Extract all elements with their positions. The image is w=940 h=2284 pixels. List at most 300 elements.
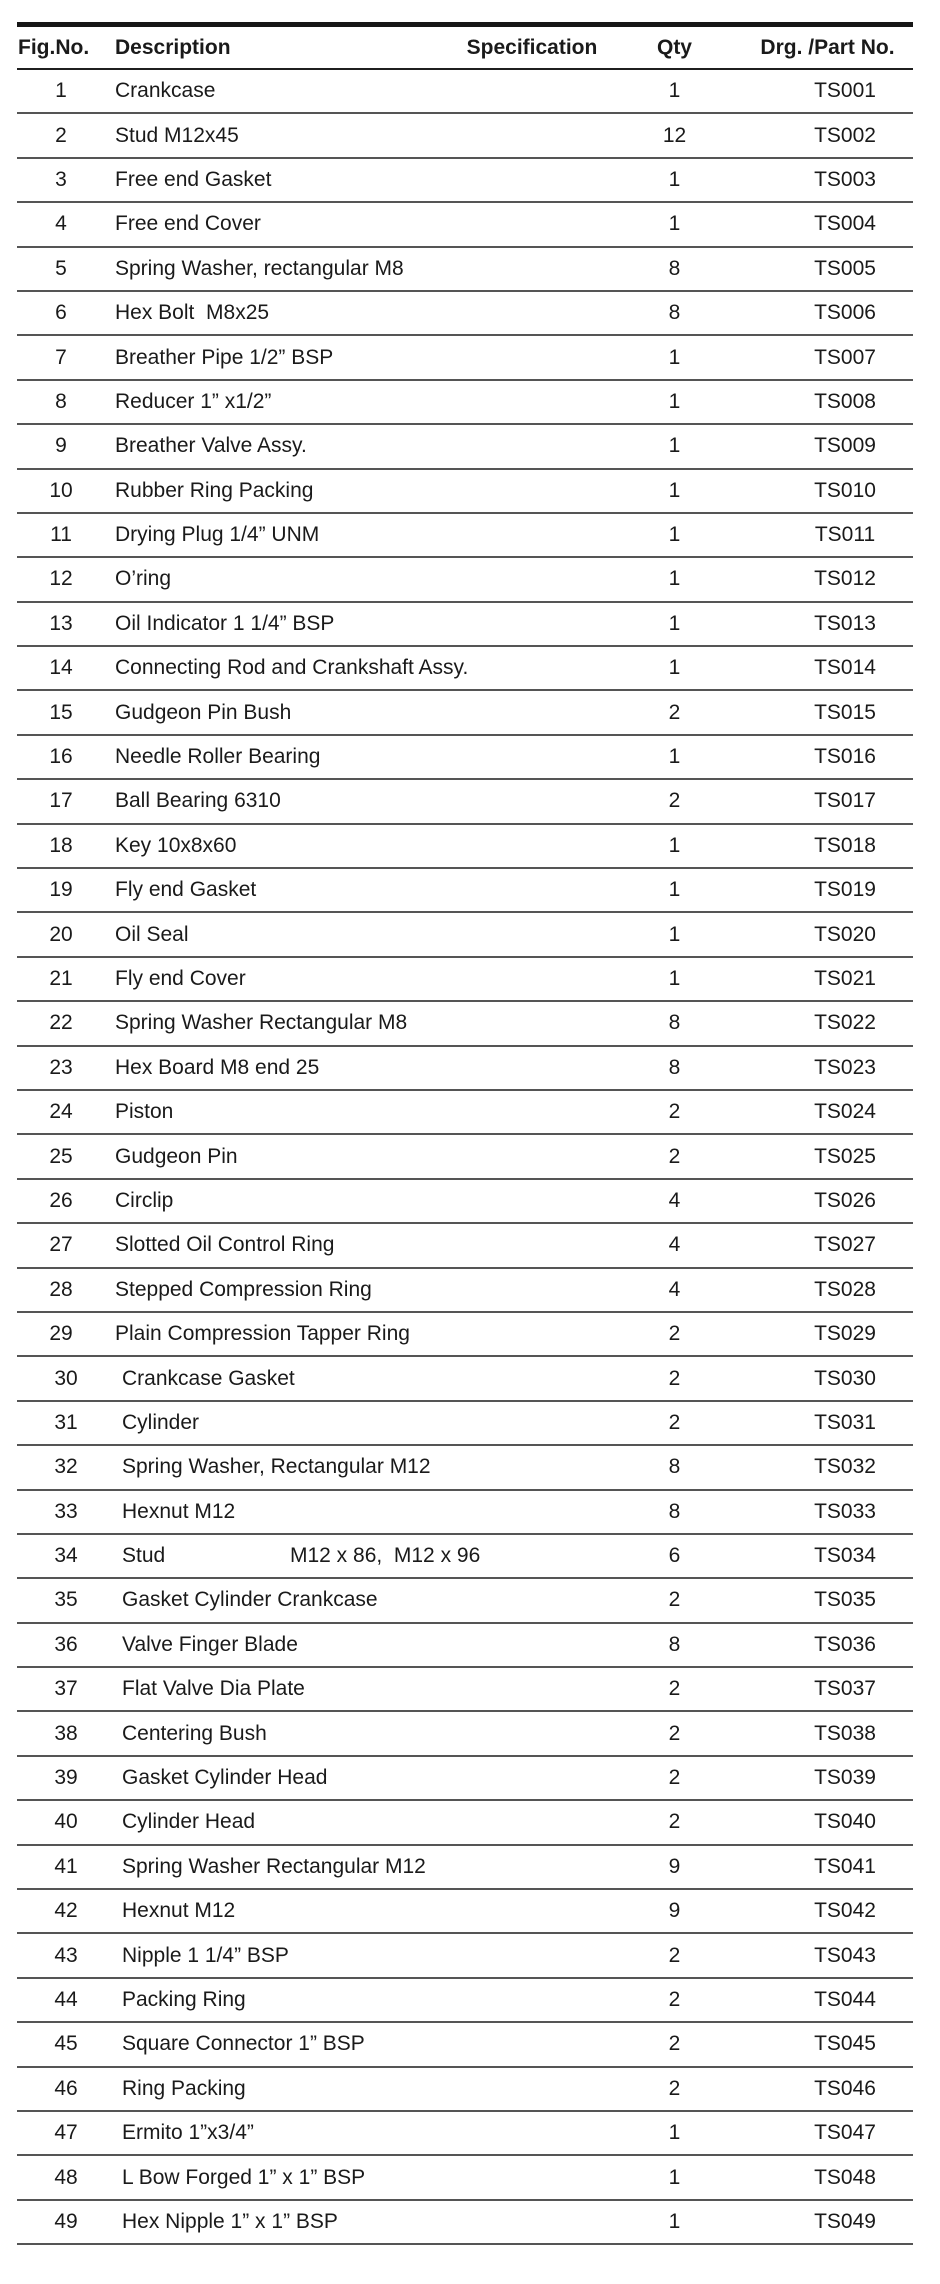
description-text: O’ring [115, 567, 172, 591]
cell-description [105, 1056, 457, 1080]
cell-qty: 1 [668, 745, 681, 769]
table-row [17, 514, 913, 558]
table-row [17, 1313, 913, 1357]
cell-fig-no: 29 [49, 1322, 73, 1346]
cell-qty: 1 [668, 656, 681, 680]
table-row [17, 736, 913, 780]
cell-description [105, 523, 457, 547]
cell-qty: 2 [668, 1943, 681, 1967]
table-row [17, 336, 913, 380]
cell-part-no: TS039 [814, 1766, 876, 1790]
cell-fig-no: 43 [54, 1943, 78, 1967]
table-row [17, 1579, 913, 1623]
cell-part-no: TS013 [814, 611, 876, 635]
description-text: Hex Board M8 end 25 [115, 1055, 320, 1079]
column-header-description: Description [115, 35, 231, 59]
cell-fig-no: 38 [54, 1721, 78, 1745]
cell-fig-no: 17 [49, 789, 73, 813]
cell-qty: 1 [668, 478, 681, 502]
cell-description [105, 2032, 457, 2056]
cell-description [105, 1322, 457, 1346]
cell-description [105, 1500, 457, 1524]
cell-description [105, 967, 457, 991]
cell-part-no: TS002 [814, 123, 876, 147]
cell-qty: 2 [668, 1322, 681, 1346]
cell-fig-no: 39 [54, 1766, 78, 1790]
description-text: Gasket Cylinder Crankcase [122, 1588, 378, 1612]
table-row [17, 1846, 913, 1890]
column-header-qty: Qty [656, 35, 692, 59]
description-text: Key 10x8x60 [115, 833, 237, 857]
cell-description [105, 1855, 457, 1879]
description-text: Crankcase Gasket [122, 1366, 295, 1390]
cell-fig-no: 32 [54, 1455, 78, 1479]
cell-fig-no: 10 [49, 478, 73, 502]
cell-part-no: TS032 [814, 1455, 876, 1479]
cell-part-no: TS004 [814, 212, 876, 236]
table-row [17, 1535, 913, 1579]
cell-qty: 1 [668, 2165, 681, 2189]
cell-description [105, 834, 457, 858]
cell-part-no: TS047 [814, 2121, 876, 2145]
description-text: Spring Washer Rectangular M8 [115, 1011, 408, 1035]
cell-description [105, 1189, 457, 1213]
cell-fig-no: 14 [49, 656, 73, 680]
cell-qty: 2 [668, 1144, 681, 1168]
description-text: Circlip [115, 1188, 174, 1212]
cell-fig-no: 34 [54, 1544, 78, 1568]
cell-fig-no: 18 [49, 833, 73, 857]
cell-fig-no: 26 [49, 1188, 73, 1212]
cell-description [105, 434, 457, 458]
cell-fig-no: 46 [54, 2076, 78, 2100]
cell-part-no: TS010 [814, 478, 876, 502]
cell-part-no: TS016 [814, 745, 876, 769]
cell-description [105, 745, 457, 769]
description-text: Stud M12x45 [115, 123, 239, 147]
cell-part-no: TS018 [814, 833, 876, 857]
table-row [17, 869, 913, 913]
cell-qty: 2 [668, 2076, 681, 2100]
cell-part-no: TS026 [814, 1188, 876, 1212]
description-text: Slotted Oil Control Ring [115, 1233, 335, 1257]
cell-fig-no: 37 [54, 1677, 78, 1701]
cell-qty: 1 [668, 967, 681, 990]
cell-fig-no: 15 [49, 700, 73, 724]
cell-part-no: TS043 [814, 1943, 876, 1967]
description-text: Fly end Cover [115, 967, 246, 990]
cell-qty: 1 [668, 345, 681, 369]
cell-fig-no: 6 [55, 301, 67, 325]
cell-fig-no: 22 [49, 1011, 73, 1035]
cell-fig-no: 33 [54, 1499, 78, 1523]
cell-description [105, 1367, 457, 1391]
table-row [17, 647, 913, 691]
cell-qty: 2 [668, 789, 681, 813]
cell-qty: 1 [668, 2209, 681, 2233]
description-text: Gudgeon Pin Bush [115, 700, 292, 724]
table-row [17, 2156, 913, 2200]
table-row [17, 1402, 913, 1446]
table-row [17, 114, 913, 158]
cell-qty: 8 [668, 1455, 681, 1479]
description-text: Ball Bearing 6310 [115, 789, 281, 813]
cell-fig-no: 1 [55, 79, 67, 103]
cell-qty: 1 [668, 523, 681, 547]
cell-part-no: TS040 [814, 1810, 876, 1834]
table-row [17, 470, 913, 514]
cell-part-no: TS025 [814, 1144, 876, 1168]
cell-part-no: TS041 [814, 1854, 876, 1878]
cell-qty: 1 [668, 2121, 681, 2145]
cell-fig-no: 36 [54, 1632, 78, 1656]
description-text: Gasket Cylinder Head [122, 1766, 328, 1790]
cell-part-no: TS034 [814, 1544, 876, 1568]
table-row [17, 1002, 913, 1046]
cell-fig-no: 12 [49, 567, 73, 591]
table-row [17, 1180, 913, 1224]
cell-qty: 2 [668, 1810, 681, 1834]
table-row [17, 691, 913, 735]
cell-qty: 2 [668, 1100, 681, 1124]
cell-part-no: TS029 [814, 1322, 876, 1346]
table-row [17, 913, 913, 957]
table-row [17, 603, 913, 647]
cell-part-no: TS005 [814, 256, 876, 280]
cell-fig-no: 48 [54, 2165, 78, 2189]
cell-part-no: TS031 [814, 1410, 876, 1434]
table-row [17, 1890, 913, 1934]
table-row [17, 70, 913, 114]
cell-part-no: TS017 [814, 789, 876, 813]
cell-description [105, 612, 457, 636]
cell-fig-no: 3 [55, 167, 67, 191]
cell-description [105, 567, 457, 591]
table-row [17, 558, 913, 602]
table-row [17, 248, 913, 292]
cell-description [105, 79, 457, 103]
cell-description [105, 1100, 457, 1124]
description-text: Oil Seal [115, 922, 189, 946]
parts-table [17, 22, 913, 2245]
table-row [17, 1491, 913, 1535]
cell-qty: 2 [668, 1721, 681, 1745]
cell-fig-no: 30 [54, 1366, 78, 1390]
cell-part-no: TS046 [814, 2076, 876, 2100]
cell-fig-no: 19 [49, 878, 73, 902]
cell-part-no: TS009 [814, 434, 876, 458]
cell-fig-no: 20 [49, 922, 73, 946]
cell-part-no: TS038 [814, 1721, 876, 1745]
cell-qty: 8 [668, 301, 681, 325]
cell-description [105, 1944, 457, 1968]
cell-qty: 2 [668, 1366, 681, 1390]
cell-description [105, 479, 457, 503]
description-text: Hexnut M12 [122, 1499, 236, 1523]
cell-part-no: TS049 [814, 2209, 876, 2233]
table-row [17, 1446, 913, 1490]
cell-qty: 2 [668, 1410, 681, 1434]
cell-part-no: TS042 [814, 1899, 876, 1923]
description-text: Cylinder Head [122, 1810, 256, 1834]
description-text: Oil Indicator 1 1/4” BSP [115, 611, 335, 635]
cell-qty: 4 [668, 1277, 681, 1301]
cell-description [105, 2166, 457, 2190]
table-body [17, 70, 913, 2245]
cell-qty: 1 [668, 389, 681, 413]
description-text: Free end Cover [115, 212, 261, 236]
cell-part-no: TS008 [814, 389, 876, 413]
cell-fig-no: 27 [49, 1233, 73, 1257]
cell-part-no: TS048 [814, 2165, 876, 2189]
description-text: Gudgeon Pin [115, 1144, 238, 1168]
table-row [17, 2068, 913, 2112]
cell-qty: 1 [668, 167, 681, 191]
description-text: Nipple 1 1/4” BSP [122, 1943, 289, 1967]
description-text: Stepped Compression Ring [115, 1277, 372, 1301]
table-row [17, 1979, 913, 2023]
cell-fig-no: 13 [49, 611, 73, 635]
cell-part-no: TS033 [814, 1499, 876, 1523]
description-text: Piston [115, 1100, 174, 1124]
cell-qty: 9 [668, 1854, 681, 1878]
cell-fig-no: 40 [54, 1810, 78, 1834]
description-text: Connecting Rod and Crankshaft Assy. [115, 656, 469, 680]
description-text: Flat Valve Dia Plate [122, 1677, 305, 1701]
cell-qty: 8 [668, 1632, 681, 1656]
cell-fig-no: 11 [50, 523, 72, 547]
cell-description [105, 1544, 481, 1568]
cell-part-no: TS035 [814, 1588, 876, 1612]
table-row [17, 1668, 913, 1712]
description-text: Packing Ring [122, 1987, 246, 2011]
cell-description [105, 1810, 457, 1834]
cell-fig-no: 16 [49, 745, 73, 769]
cell-fig-no: 9 [55, 434, 67, 458]
description-text: Centering Bush [122, 1721, 267, 1745]
table-row [17, 1624, 913, 1668]
cell-description [105, 656, 469, 680]
cell-qty: 2 [668, 1987, 681, 2011]
table-row [17, 2112, 913, 2156]
table-header [17, 27, 913, 70]
column-header-part-no: Drg. /Part No. [760, 35, 895, 59]
description-text: Spring Washer, Rectangular M12 [122, 1455, 431, 1479]
cell-qty: 9 [668, 1899, 681, 1923]
column-header-specification: Specification [466, 35, 598, 59]
cell-part-no: TS006 [814, 301, 876, 325]
table-row [17, 1934, 913, 1978]
table-row [17, 1269, 913, 1313]
cell-fig-no: 31 [54, 1410, 78, 1434]
cell-qty: 2 [668, 2032, 681, 2056]
cell-description [105, 1278, 457, 1302]
description-text: Breather Pipe 1/2” BSP [115, 345, 334, 369]
description-text: Reducer 1” x1/2” [115, 389, 272, 413]
description-text: Hex Bolt M8x25 [115, 301, 270, 325]
cell-qty: 8 [668, 256, 681, 280]
cell-part-no: TS001 [814, 79, 876, 103]
cell-part-no: TS037 [814, 1677, 876, 1701]
cell-fig-no: 21 [49, 967, 73, 990]
cell-fig-no: 4 [55, 212, 67, 236]
description-text: Crankcase [115, 79, 216, 103]
cell-qty: 1 [668, 79, 681, 103]
cell-qty: 8 [668, 1499, 681, 1523]
cell-description [105, 390, 457, 414]
cell-part-no: TS019 [814, 878, 876, 902]
cell-description [105, 878, 457, 902]
description-text: Square Connector 1” BSP [122, 2032, 365, 2056]
cell-part-no: TS044 [814, 1987, 876, 2011]
cell-part-no: TS045 [814, 2032, 876, 2056]
cell-description [105, 1011, 457, 1035]
description-text: Free end Gasket [115, 167, 272, 191]
cell-description [105, 1145, 457, 1169]
cell-part-no: TS036 [814, 1632, 876, 1656]
cell-qty: 1 [668, 922, 681, 946]
cell-description [105, 1455, 457, 1479]
table-row [17, 1135, 913, 1179]
description-text: Fly end Gasket [115, 878, 257, 902]
description-text: Spring Washer Rectangular M12 [122, 1854, 426, 1878]
cell-part-no: TS023 [814, 1055, 876, 1079]
cell-part-no: TS003 [814, 167, 876, 191]
cell-fig-no: 23 [49, 1055, 73, 1079]
cell-qty: 6 [668, 1544, 681, 1568]
description-text: Stud [122, 1544, 166, 1568]
cell-description [105, 346, 457, 370]
table-row [17, 381, 913, 425]
table-row [17, 825, 913, 869]
cell-fig-no: 42 [54, 1899, 78, 1923]
description-text: Needle Roller Bearing [115, 745, 321, 769]
cell-description [105, 124, 457, 148]
cell-qty: 1 [668, 878, 681, 902]
cell-description [105, 1633, 457, 1657]
cell-description [105, 2210, 457, 2234]
description-text: Cylinder [122, 1410, 200, 1434]
cell-description [105, 1677, 457, 1701]
cell-part-no: TS024 [814, 1100, 876, 1124]
cell-qty: 1 [668, 567, 681, 591]
cell-description [105, 301, 457, 325]
table-row [17, 1224, 913, 1268]
column-header-fig-no: Fig.No. [18, 35, 90, 59]
cell-description [105, 2077, 457, 2101]
cell-description [105, 1722, 457, 1746]
cell-description [105, 168, 457, 192]
table-row [17, 1091, 913, 1135]
table-row [17, 425, 913, 469]
cell-qty: 2 [668, 1588, 681, 1612]
table-row [17, 2023, 913, 2067]
cell-fig-no: 8 [55, 389, 67, 413]
cell-qty: 12 [662, 123, 687, 147]
cell-qty: 1 [668, 611, 681, 635]
description-text: Plain Compression Tapper Ring [115, 1322, 410, 1346]
cell-description [105, 1411, 457, 1435]
cell-fig-no: 24 [49, 1100, 73, 1124]
cell-part-no: TS011 [814, 523, 876, 547]
cell-qty: 1 [668, 212, 681, 236]
cell-fig-no: 28 [49, 1277, 73, 1301]
cell-qty: 1 [668, 434, 681, 458]
cell-qty: 8 [668, 1055, 681, 1079]
description-text: Spring Washer, rectangular M8 [115, 256, 404, 280]
cell-part-no: TS012 [814, 567, 876, 591]
cell-part-no: TS015 [814, 700, 876, 724]
description-text: Hex Nipple 1” x 1” BSP [122, 2209, 338, 2233]
cell-fig-no: 44 [54, 1987, 78, 2011]
cell-fig-no: 49 [54, 2209, 78, 2233]
cell-part-no: TS030 [814, 1366, 876, 1390]
cell-description [105, 2121, 457, 2145]
cell-description [105, 212, 457, 236]
table-row [17, 2201, 913, 2245]
cell-qty: 4 [668, 1233, 681, 1257]
description-text: Drying Plug 1/4” UNM [115, 523, 320, 547]
table-row [17, 1757, 913, 1801]
table-row [17, 159, 913, 203]
cell-description [105, 1988, 457, 2012]
cell-fig-no: 35 [54, 1588, 78, 1612]
cell-description [105, 701, 457, 725]
cell-description [105, 257, 457, 281]
cell-qty: 8 [668, 1011, 681, 1035]
cell-description [105, 1233, 457, 1257]
cell-qty: 1 [668, 833, 681, 857]
description-text: Hexnut M12 [122, 1899, 236, 1923]
description-text: Rubber Ring Packing [115, 478, 314, 502]
description-text: Breather Valve Assy. [115, 434, 307, 458]
description-text: Valve Finger Blade [122, 1632, 298, 1656]
cell-qty: 2 [668, 1677, 681, 1701]
table-row [17, 1047, 913, 1091]
cell-part-no: TS028 [814, 1277, 876, 1301]
description-text: L Bow Forged 1” x 1” BSP [122, 2165, 366, 2189]
cell-part-no: TS021 [814, 967, 876, 990]
description-text: Ermito 1”x3/4” [122, 2121, 254, 2145]
cell-part-no: TS020 [814, 922, 876, 946]
cell-description [105, 1766, 457, 1790]
cell-fig-no: 47 [54, 2121, 78, 2145]
specification-text: M12 x 86, M12 x 96 [290, 1544, 481, 1568]
cell-fig-no: 7 [55, 345, 67, 369]
cell-description [105, 923, 457, 947]
cell-description [105, 789, 457, 813]
cell-fig-no: 25 [49, 1144, 73, 1168]
cell-part-no: TS027 [814, 1233, 876, 1257]
table-row [17, 292, 913, 336]
cell-part-no: TS007 [814, 345, 876, 369]
cell-part-no: TS022 [814, 1011, 876, 1035]
table-row [17, 203, 913, 247]
cell-fig-no: 45 [54, 2032, 78, 2056]
cell-fig-no: 5 [55, 256, 67, 280]
cell-fig-no: 41 [54, 1854, 78, 1878]
cell-description [105, 1588, 457, 1612]
table-row [17, 958, 913, 1002]
table-row [17, 1801, 913, 1845]
description-text: Ring Packing [122, 2076, 246, 2100]
table-row [17, 1357, 913, 1401]
cell-fig-no: 2 [55, 123, 67, 147]
cell-qty: 4 [668, 1188, 681, 1212]
table-row [17, 780, 913, 824]
cell-qty: 2 [668, 700, 681, 724]
cell-part-no: TS014 [814, 656, 876, 680]
